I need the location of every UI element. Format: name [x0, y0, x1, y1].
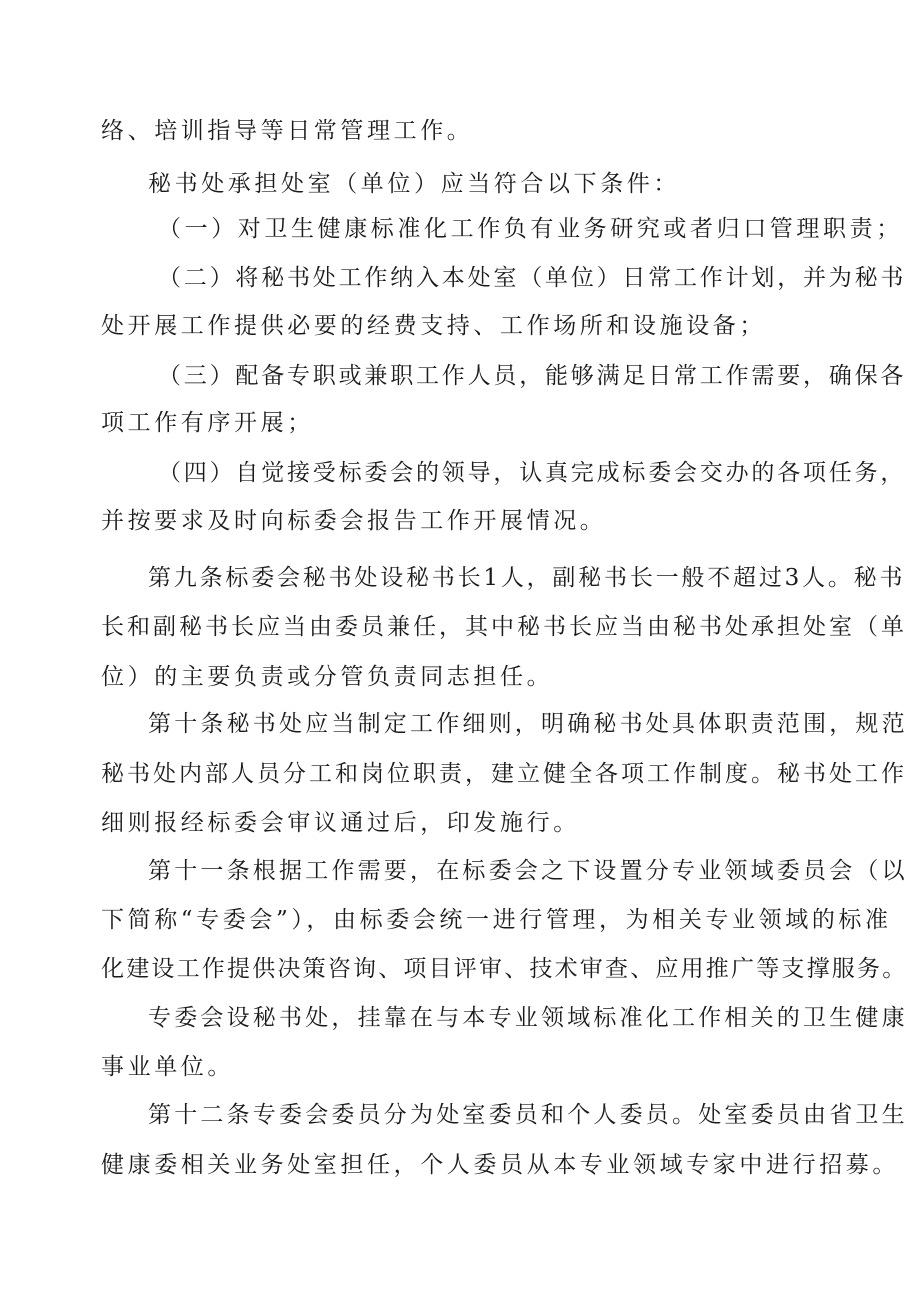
text-line: 第十条秘书处应当制定工作细则，明确秘书处具体职责范围，规范 [148, 711, 908, 737]
text-line: 第九条标委会秘书处设秘书长1人，副秘书长一般不超过3人。秘书 [148, 565, 906, 591]
text-line: 细则报经标委会审议通过后，印发施行。 [101, 810, 580, 836]
text-line: 络、培训指导等日常管理工作。 [101, 118, 474, 144]
text-line: 专委会设秘书处，挂靠在与本专业领域标准化工作相关的卫生健康 [148, 1005, 908, 1031]
text-line: 第十二条专委会委员分为处室委员和个人委员。处室委员由省卫生 [148, 1102, 908, 1128]
text-line: 下简称“专委会”），由标委会统一进行管理，为相关专业领域的标准 [101, 907, 892, 933]
text-line: 并按要求及时向标委会报告工作开展情况。 [101, 508, 607, 534]
text-line: 长和副秘书长应当由委员兼任，其中秘书长应当由秘书处承担处室（单 [101, 614, 907, 640]
text-line: 秘书处承担处室（单位）应当符合以下条件： [148, 171, 680, 197]
text-line: 秘书处内部人员分工和岗位职责，建立健全各项工作制度。秘书处工作 [101, 761, 907, 787]
text-line: 项工作有序开展； [101, 410, 314, 436]
text-line: （三）配备专职或兼职工作人员，能够满足日常工作需要，确保各 [158, 363, 907, 389]
text-line: （四）自觉接受标委会的领导，认真完成标委会交办的各项任务， [158, 460, 907, 486]
text-line: 化建设工作提供决策咨询、项目评审、技术审查、应用推广等支撑服务。 [101, 956, 908, 982]
text-line: （一）对卫生健康标准化工作负有业务研究或者归口管理职责； [158, 216, 903, 242]
text-line: 事业单位。 [101, 1054, 234, 1080]
text-line: 位）的主要负责或分管负责同志担任。 [101, 664, 554, 690]
text-line: 第十一条根据工作需要，在标委会之下设置分专业领域委员会（以 [148, 858, 908, 884]
text-line: 处开展工作提供必要的经费支持、工作场所和设施设备； [101, 313, 766, 339]
text-line: （二）将秘书处工作纳入本处室（单位）日常工作计划，并为秘书 [158, 265, 907, 291]
text-line: 健康委相关业务处室担任，个人委员从本专业领域专家中进行招募。 [101, 1152, 899, 1178]
